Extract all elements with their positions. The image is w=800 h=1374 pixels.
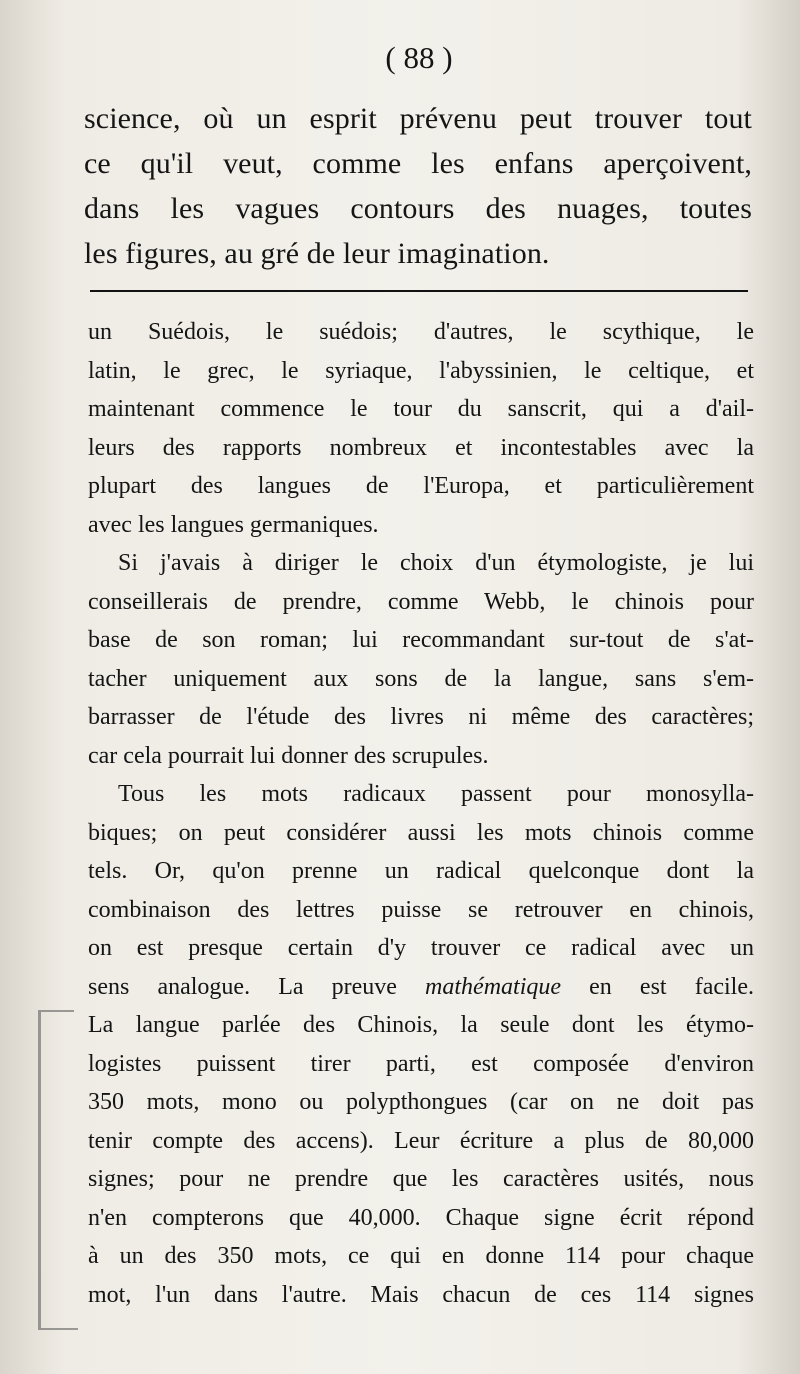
footnote-segment: sens analogue. La preuve [88, 973, 426, 1000]
footnote-line: La langue parlée des Chinois, la seule dont les étymo- [88, 1012, 754, 1038]
footnote-line: maintenant commence le tour du sanscrit, qui a d'ail- [88, 396, 754, 422]
footnote-line: avec les langues germaniques. [88, 511, 379, 538]
footnote-line: combinaison des lettres puisse se retrouver en chinois, [88, 896, 754, 923]
footnote-line: on est presque certain d'y trouver ce radical avec un [88, 935, 754, 961]
footnote-line: plupart des langues de l'Europa, et particulièrement [88, 473, 754, 499]
footnote-line: barrasser de l'étude des livres ni même des caractères; [88, 704, 754, 730]
footnote-line: latin, le grec, le syriaque, l'abyssinien, le celtique, et [88, 357, 754, 384]
footnote-line: à un des 350 mots, ce qui en donne 114 pour chaque [88, 1243, 754, 1269]
footnote-line: n'en compterons que 40,000. Chaque signe écrit répond [88, 1204, 754, 1231]
main-text-line: science, où un esprit prévenu peut trouver tout [84, 102, 752, 135]
footnote-divider [90, 290, 748, 292]
main-text-line: ce qu'il veut, comme les enfans aperçoivent, [84, 147, 752, 180]
footnote-line: mot, l'un dans l'autre. Mais chacun de ces 114 signes [88, 1281, 754, 1308]
footnote-line: leurs des rapports nombreux et incontestables avec la [88, 434, 754, 461]
footnote-line: signes; pour ne prendre que les caractères usités, nous [88, 1166, 754, 1192]
footnote-segment: en est facile. [589, 973, 754, 1000]
footnote-line-with-italic [88, 968, 754, 1007]
footnote-line: tenir compte des accens). Leur écriture a plus de 80,000 [88, 1127, 754, 1154]
footnote-line: 350 mots, mono ou polypthongues (car on ne doit pas [88, 1089, 754, 1115]
page-number: ( 88 ) [385, 40, 453, 75]
footnote-line: un Suédois, le suédois; d'autres, le scythique, le [88, 319, 754, 345]
footnote-line: Tous les mots radicaux passent pour monosylla- [118, 781, 754, 807]
footnote-line: Si j'avais à diriger le choix d'un étymologiste, je lui [118, 550, 754, 576]
footnote-line: conseillerais de prendre, comme Webb, le chinois pour [88, 588, 754, 615]
main-text [84, 96, 752, 276]
footnote-line: tels. Or, qu'on prenne un radical quelconque dont la [88, 858, 754, 884]
italic-word: mathématique [425, 973, 562, 1000]
footnote-line: tacher uniquement aux sons de la langue, sans s'em- [88, 665, 754, 692]
footnote-line: logistes puissent tirer parti, est composée d'environ [88, 1050, 754, 1077]
margin-bracket-mark [38, 1010, 63, 1330]
main-text-line: dans les vagues contours des nuages, toutes [84, 192, 752, 225]
footnote-line: base de son roman; lui recommandant sur-tout de s'at- [88, 627, 754, 653]
footnote-line: biques; on peut considérer aussi les mots chinois comme [88, 819, 754, 846]
footnote-line: car cela pourrait lui donner des scrupules. [88, 742, 489, 769]
main-text-line: les figures, au gré de leur imagination. [84, 237, 550, 270]
footnote-text [88, 313, 754, 1314]
